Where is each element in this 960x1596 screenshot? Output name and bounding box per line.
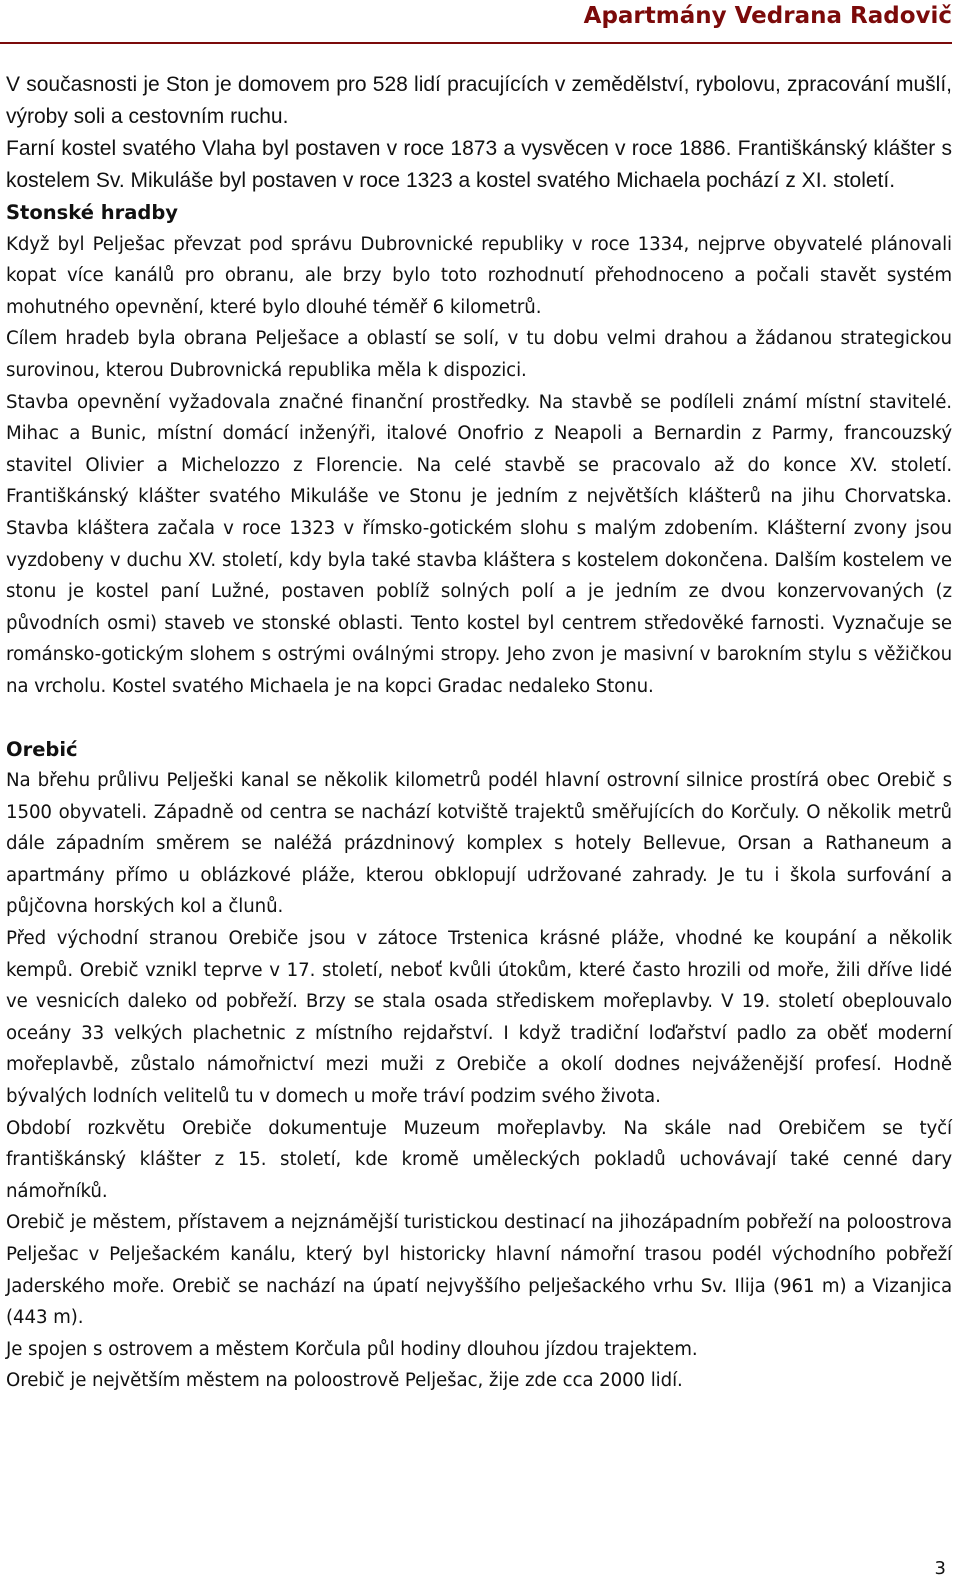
section-paragraph: Je spojen s ostrovem a městem Korčula půl hodiny dlouhou jízdou trajektem. [6,1338,698,1360]
section-paragraph: Stavba opevnění vyžadovala značné finanční prostředky. Na stavbě se podíleli známí místní stavitelé. Mihac a Bunic, místní domácí inženýři, italové Onofrio z Neapoli a Bernardin z Parmy, francouzský stavitel Olivier a Michelozzo z Florencie. Na celé stavbě se pracovalo až do konce XV. století. Františkánský klášter svatého Mikuláše ve Stonu je jedním z největších klášterů na jihu Chorvatska. Stavba kláštera začala v roce 1323 v římsko-gotickém slohu s malým zdobením. Klášterní zvony jsou vyzdobeny v duchu XV. století, kdy byla také stavba kláštera s kostelem dokončena. Dalším kostelem ve stonu je kostel paní Lužné, postaven poblíž solných polí a je jedním ze dvou konzervovaných (z původních osmi) staveb ve stonské oblasti. Tento kostel byl centrem středověké farnosti. Vyznačuje se románsko-gotickým slohem s ostrými oválnými stropy. Jeho zvon je masivní v barokním stylu s věžičkou na vrcholu. Kostel svatého Michaela je na kopci Gradac nedaleko Stonu. [6,391,952,697]
section-paragraph: Před východní stranou Orebiče jsou v zátoce Trstenica krásné pláže, vhodné ke koupání a několik kempů. Orebič vznikl teprve v 17. století, neboť kvůli útokům, které často hrozili od moře, žili dříve lidé ve vesnicích daleko od pobřeží. Brzy se stala osada střediskem mořeplavby. V 19. století obeplouvalo oceány 33 velkých plachetnic z místního rejdařství. I když tradiční loďařství padlo za oběť moderní mořeplavbě, zůstalo námořnictví mezi muži z Orebiče a okolí dodnes nejváženější profesí. Hodně bývalých lodních velitelů tu v domech u moře tráví podzim svého života. [6,928,952,1108]
section-paragraph: Cílem hradeb byla obrana Pelješace a oblastí se solí, v tu dobu velmi drahou a žádanou strategickou surovinou, kterou Dubrovnická republika měla k dispozici. [6,328,952,381]
section-paragraph: Orebič je městem, přístavem a nejznámější turistickou destinací na jihozápadním pobřeží na poloostrova Pelješac v Pelješackém kanálu, který byl historicky hlavní námořní trasou podél východního pobřeží Jaderského moře. Orebič se nachází na úpatí nejvyššího pelješackého vrhu Sv. Ilija (961 m) a Vizanjica (443 m). [6,1212,952,1329]
intro-paragraph: Farní kostel svatého Vlaha byl postaven v roce 1873 a vysvěcen v roce 1886. Františkánský klášter s kostelem Sv. Mikuláše byl postaven v roce 1323 a kostel svatého Michaela pochází z XI. století. [6,137,952,192]
header-title: Apartmány Vedrana Radovič [583,3,952,29]
intro-paragraph: V současnosti je Ston je domovem pro 528 lidí pracujících v zemědělství, rybolovu, zpracování mušlí, výroby soli a cestovním ruchu. [6,73,952,128]
document-body [6,69,952,1397]
page-number: 3 [934,1558,946,1579]
page-header [0,0,952,44]
section-heading-orebic: Orebić [6,737,78,761]
section-paragraph: Na břehu průlivu Pelješki kanal se několik kilometrů podél hlavní ostrovní silnice prostírá obec Orebič s 1500 obyvateli. Západně od centra se nachází kotviště trajektů směřujících do Korčuly. O několik metrů dále západním směrem se naléžá prázdninový komplex s hotely Bellevue, Orsan a Rathaneum a apartmány přímo u oblázkové pláže, kterou obklopují udržované zahrady. Je tu i škola surfování a půjčovna horských kol a člunů. [6,770,952,918]
section-spacer [6,703,952,734]
section-heading-stonske-hradby: Stonské hradby [6,201,178,224]
section-paragraph: Období rozkvětu Orebiče dokumentuje Muzeum mořeplavby. Na skále nad Orebičem se tyčí františkánský klášter z 15. století, kde kromě uměleckých pokladů uchovávají také cenné dary námořníků. [6,1117,952,1202]
section-paragraph: Orebič je největším městem na poloostrově Pelješac, žije zde cca 2000 lidí. [6,1370,683,1392]
section-paragraph: Když byl Pelješac převzat pod správu Dubrovnické republiky v roce 1334, nejprve obyvatelé plánovali kopat více kanálů pro obranu, ale brzy bylo toto rozhodnutí přehodnoceno a počali stavět systém mohutného opevnění, které bylo dlouhé téměř 6 kilometrů. [6,233,952,318]
